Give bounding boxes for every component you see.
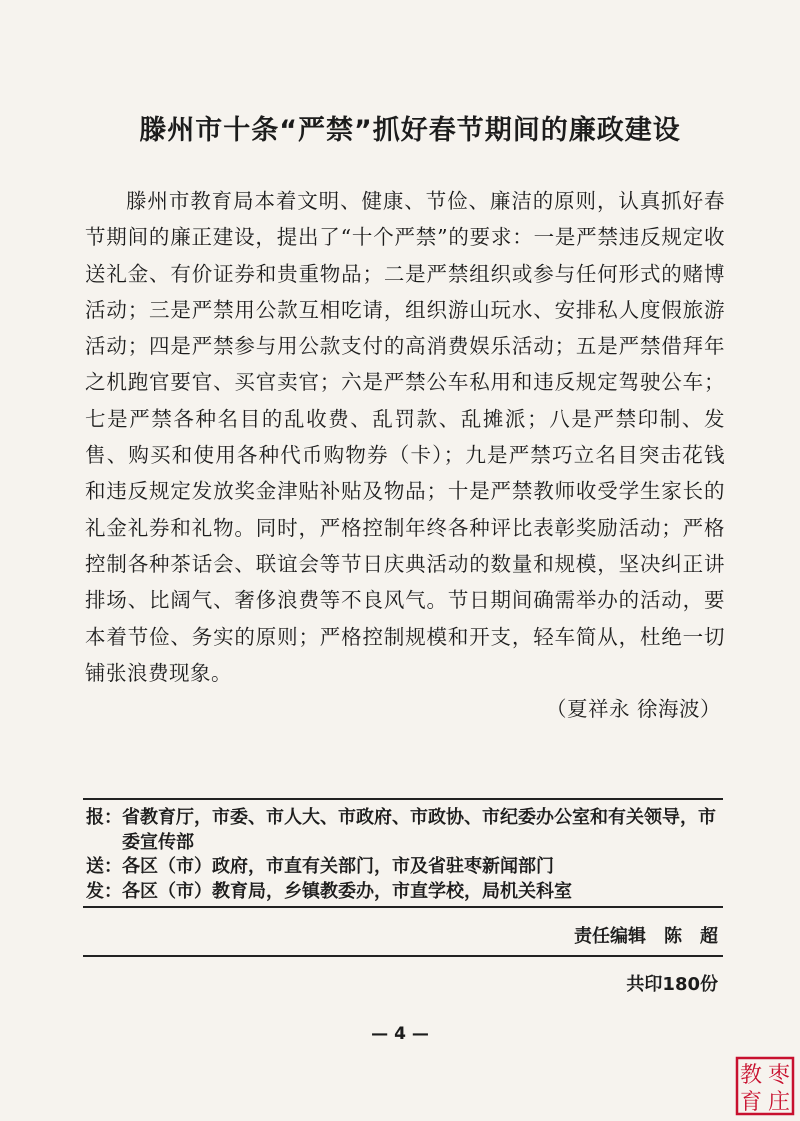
divider-middle — [83, 906, 723, 908]
seal-stamp-icon — [735, 1056, 795, 1116]
print-copies: 共印180份 — [626, 974, 718, 995]
divider-top — [83, 798, 723, 800]
send-label: 送： — [86, 856, 122, 877]
distribution-send-row — [86, 855, 726, 880]
svg-text:枣: 枣 — [767, 1063, 791, 1088]
page-number: — 4 — — [371, 1024, 429, 1044]
distribution-issue-row — [86, 880, 726, 905]
svg-text:庄: 庄 — [767, 1090, 791, 1115]
document-title: 滕州市十条“严禁”抓好春节期间的廉政建设 — [139, 115, 681, 146]
article-signature: （夏祥永 徐海波） — [545, 697, 721, 722]
issue-recipients: 各区（市）教育局，乡镇教委办，市直学校，局机关科室 — [122, 880, 572, 902]
distribution-report-row — [86, 806, 726, 855]
report-label: 报： — [86, 807, 122, 828]
divider-bottom — [83, 955, 723, 957]
issue-label: 发： — [86, 880, 122, 902]
svg-text:育: 育 — [739, 1090, 763, 1115]
article-paragraph: 滕州市教育局本着文明、健康、节俭、廉洁的原则，认真抓好春节期间的廉正建设，提出了“十个严禁”的要求：一是严禁违反规定收送礼金、有价证券和贵重物品；二是严禁组织或参与任何形式的赌博活动；三是严禁用公款互相吃请，组织游山玩水、安排私人度假旅游活动；四是严禁参与用公款支付的高消费娱乐活动；五是严禁借拜年之机跑官要官、买官卖官；六是严禁公车私用和违反规定驾驶公车；七是严禁各种名目的乱收费、乱罚款、乱摊派；八是严禁印制、发售、购买和使用各种代币购物券（卡）；九是严禁巧立名目突击花钱和违反规定发放奖金津贴补贴及物品；十是严禁教师收受学生家长的礼金礼券和礼物。同时，严格控制年终各种评比表彰奖励活动；严格控制各种茶话会、联谊会等节日庆典活动的数量和规模，坚决纠正讲排场、比阔气、奢侈浪费等不良风气。节日期间确需举办的活动，要本着节俭、务实的原则；严格控制规模和开支，轻车简从，杜绝一切铺张浪费现象。 — [85, 189, 725, 685]
article-body — [85, 183, 725, 727]
svg-text:教: 教 — [739, 1063, 763, 1088]
send-recipients: 各区（市）政府，市直有关部门，市及省驻枣新闻部门 — [122, 856, 554, 877]
distribution-list — [86, 806, 726, 904]
responsible-editor: 责任编辑 陈 超 — [574, 926, 718, 947]
report-recipients: 省教育厅，市委、市人大、市政府、市政协、市纪委办公室和有关领导，市委宣传部 — [122, 807, 716, 853]
